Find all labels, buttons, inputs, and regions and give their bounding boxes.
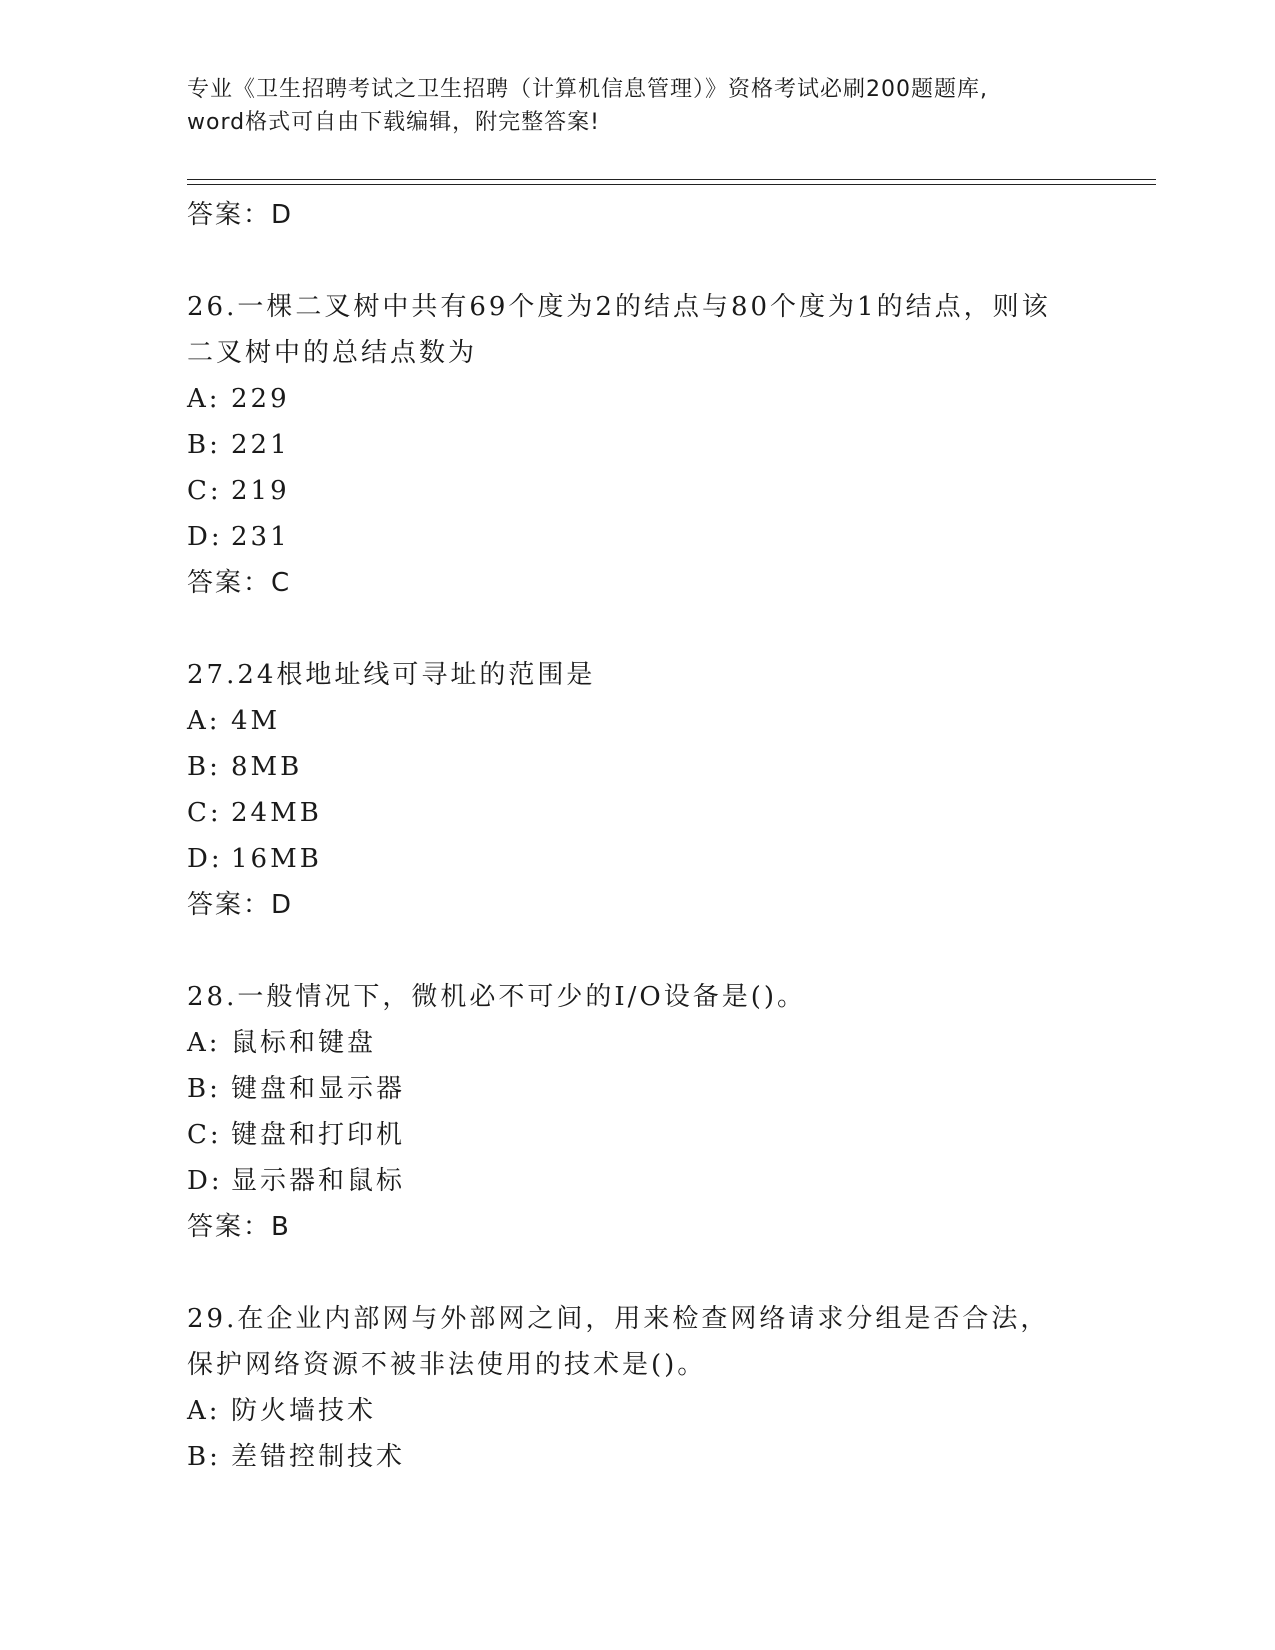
option-text: 键盘和显示器 [231,1074,406,1104]
question-29 [187,1296,1087,1480]
header-rule-bottom [187,184,1156,185]
option-text: 229 [231,384,290,414]
option-text: 16MB [231,844,322,874]
option-label: A: [187,706,221,736]
question-list [187,192,1087,1480]
option-text: 差错控制技术 [231,1442,406,1472]
option-c [187,468,1087,514]
question-26 [187,284,1087,606]
option-text: 防火墙技术 [231,1396,377,1426]
option-text: 24MB [231,798,322,828]
question-text: 27.24根地址线可寻址的范围是 [187,660,596,690]
option-label: C: [187,798,222,828]
header-subtitle-line: word格式可自由下载编辑，附完整答案! [187,110,600,135]
option-text: 鼠标和键盘 [231,1028,377,1058]
option-label: B: [187,430,221,460]
option-label: B: [187,752,221,782]
option-c [187,790,1087,836]
option-text: 8MB [231,752,303,782]
question-text: 28.一般情况下，微机必不可少的I/O设备是()。 [187,982,806,1012]
option-d [187,836,1087,882]
option-label: A: [187,1028,221,1058]
option-text: 键盘和打印机 [231,1120,406,1150]
option-label: C: [187,1120,222,1150]
option-b [187,744,1087,790]
option-a [187,1020,1087,1066]
option-label: C: [187,476,222,506]
option-label: D: [187,1166,223,1196]
option-b [187,1066,1087,1112]
option-text: 显示器和鼠标 [231,1166,406,1196]
option-label: D: [187,844,223,874]
option-label: B: [187,1442,221,1472]
option-a [187,698,1087,744]
option-text: 221 [231,430,290,460]
option-label: D: [187,522,223,552]
option-text: 231 [231,522,290,552]
option-text: 4M [231,706,281,736]
question-text: 29.在企业内部网与外部网之间，用来检查网络请求分组是否合法，保护网络资源不被非法使用的技术是()。 [187,1304,1050,1380]
question-text: 26.一棵二叉树中共有69个度为2的结点与80个度为1的结点，则该二叉树中的总结点数为 [187,292,1051,368]
previous-answer: 答案：D [187,200,294,230]
answer-line: 答案：B [187,1212,291,1242]
option-label: A: [187,1396,221,1426]
option-c [187,1112,1087,1158]
header-title-line: 专业《卫生招聘考试之卫生招聘（计算机信息管理）》资格考试必刷200题题库, [187,77,988,102]
option-label: B: [187,1074,221,1104]
option-a [187,376,1087,422]
answer-line: 答案：D [187,890,294,920]
question-28 [187,974,1087,1250]
option-d [187,1158,1087,1204]
question-27 [187,652,1087,928]
option-d [187,514,1087,560]
option-b [187,422,1087,468]
option-b [187,1434,1087,1480]
header-rule-top [187,179,1156,180]
document-header [187,73,1087,139]
option-a [187,1388,1087,1434]
option-label: A: [187,384,221,414]
answer-line: 答案：C [187,568,292,598]
option-text: 219 [231,476,290,506]
